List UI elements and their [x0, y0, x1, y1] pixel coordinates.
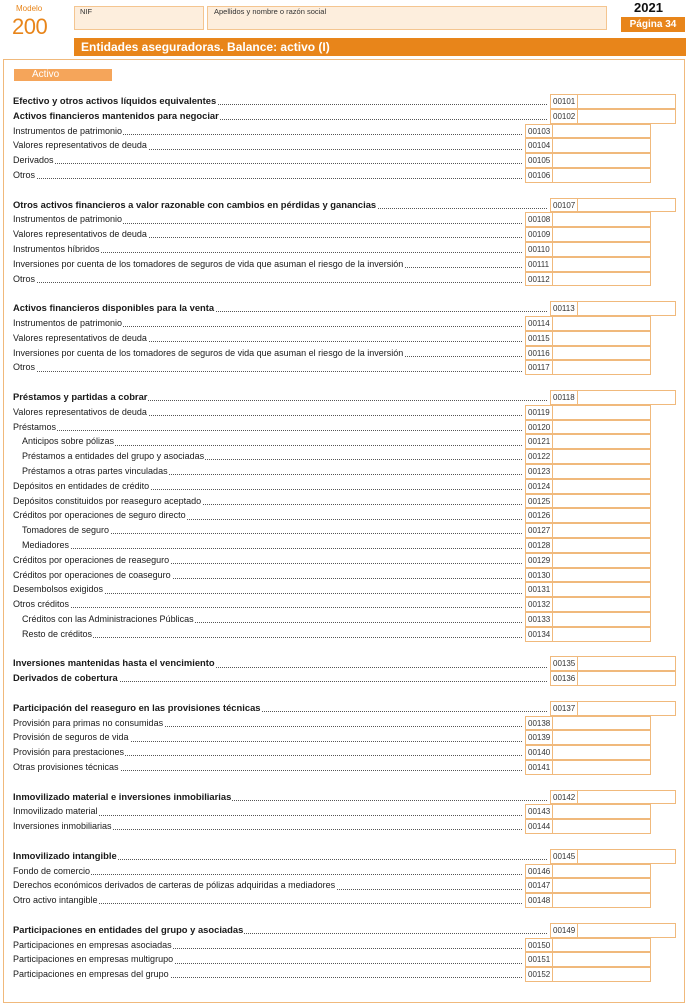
form-row [0, 893, 687, 908]
row-label-text: Activos financieros mantenidos para negociar [13, 109, 219, 121]
row-label-text: Instrumentos de patrimonio [13, 125, 123, 136]
form-row [0, 701, 687, 716]
page-badge: Página 34 [621, 17, 685, 32]
form-row [0, 597, 687, 612]
form-row [0, 819, 687, 834]
row-label [13, 938, 522, 953]
amount-field-00147[interactable] [552, 878, 651, 893]
form-row [0, 346, 687, 361]
row-code: 00132 [525, 597, 552, 612]
amount-field-00109[interactable] [552, 227, 651, 242]
amount-field-00114[interactable] [552, 316, 651, 331]
form-row [0, 627, 687, 642]
amount-field-00132[interactable] [552, 597, 651, 612]
row-label [13, 405, 522, 420]
amount-field-00113[interactable] [577, 301, 676, 316]
form-row [0, 553, 687, 568]
row-code: 00151 [525, 952, 552, 967]
form-row [0, 656, 687, 671]
row-code: 00124 [525, 479, 552, 494]
row-code: 00149 [550, 923, 577, 938]
row-code: 00120 [525, 420, 552, 435]
form-row [0, 938, 687, 953]
row-code: 00116 [525, 346, 552, 361]
amount-field-00125[interactable] [552, 494, 651, 509]
row-label-text: Inversiones por cuenta de los tomadores de seguros de vida que asuman el riesgo de la inversión [13, 258, 404, 269]
row-label-text: Préstamos a otras partes vinculadas [22, 466, 168, 476]
row-label-text: Participaciones en empresas multigrupo [13, 954, 174, 965]
form-row [0, 94, 687, 109]
row-code: 00141 [525, 760, 552, 775]
amount-field-00144[interactable] [552, 819, 651, 834]
row-label [13, 582, 522, 597]
row-label-text: Otros créditos [13, 599, 70, 610]
form-row [0, 730, 687, 745]
amount-field-00146[interactable] [552, 864, 651, 879]
row-label [13, 878, 522, 893]
row-label-text: Tomadores de seguro [22, 525, 110, 536]
amount-field-00138[interactable] [552, 716, 651, 731]
row-label [13, 360, 522, 375]
form-row [0, 331, 687, 346]
row-label [22, 434, 522, 449]
row-label-text: Activos financieros disponibles para la venta [13, 302, 215, 314]
amount-field-00127[interactable] [552, 523, 651, 538]
row-code: 00139 [525, 730, 552, 745]
row-label [22, 449, 522, 464]
form-row [0, 716, 687, 731]
row-code: 00148 [525, 893, 552, 908]
row-code: 00130 [525, 568, 552, 583]
amount-field-00105[interactable] [552, 153, 651, 168]
row-label [13, 390, 547, 405]
row-label [13, 212, 522, 227]
form-row [0, 479, 687, 494]
year-label: 2021 [634, 0, 663, 15]
modelo-number: 200 [12, 14, 48, 39]
row-code: 00106 [525, 168, 552, 183]
form-row [0, 582, 687, 597]
form-row [0, 168, 687, 183]
row-label-text: Préstamos a entidades del grupo y asociadas [22, 451, 205, 462]
amount-field-00126[interactable] [552, 508, 651, 523]
row-label [13, 730, 522, 745]
row-label [13, 952, 522, 967]
row-label [13, 257, 522, 272]
row-code: 00131 [525, 582, 552, 597]
form-row [0, 568, 687, 583]
row-label-text: Anticipos sobre pólizas [22, 436, 115, 447]
row-label-text: Derechos económicos derivados de carteras de pólizas adquiridas a mediadores [13, 880, 336, 891]
row-label-text: Provisión para prestaciones [13, 747, 125, 758]
row-code: 00111 [525, 257, 552, 272]
form-row [0, 967, 687, 982]
row-label [13, 94, 547, 109]
row-code: 00133 [525, 612, 552, 627]
row-code: 00119 [525, 405, 552, 420]
form-row [0, 242, 687, 257]
row-label [13, 864, 522, 879]
row-code: 00152 [525, 967, 552, 982]
amount-field-00122[interactable] [552, 449, 651, 464]
row-label-text: Depósitos en entidades de crédito [13, 480, 150, 491]
amount-field-00111[interactable] [552, 257, 651, 272]
amount-field-00149[interactable] [577, 923, 676, 938]
form-row [0, 212, 687, 227]
form-row [0, 790, 687, 805]
row-label-text: Otros [13, 170, 36, 180]
row-label [13, 494, 522, 509]
row-label [22, 538, 522, 553]
row-label [13, 346, 522, 361]
row-code: 00123 [525, 464, 552, 479]
row-label [22, 464, 522, 479]
form-row [0, 138, 687, 153]
row-label [13, 967, 522, 982]
row-label-text: Créditos por operaciones de reaseguro [13, 554, 170, 565]
row-label [13, 301, 547, 316]
name-label: Apellidos y nombre o razón social [214, 7, 327, 16]
row-label-text: Inmovilizado intangible [13, 849, 117, 861]
row-label-text: Derivados de cobertura [13, 672, 118, 684]
row-code: 00105 [525, 153, 552, 168]
row-code: 00138 [525, 716, 552, 731]
form-row [0, 227, 687, 242]
row-label-text: Inversiones mantenidas hasta el vencimiento [13, 657, 215, 669]
row-code: 00110 [525, 242, 552, 257]
row-label-text: Participaciones en empresas del grupo [13, 969, 169, 980]
row-label-text: Provisión para primas no consumidas [13, 717, 164, 728]
form-row [0, 952, 687, 967]
row-label-text: Participaciones en entidades del grupo y asociadas [13, 923, 244, 935]
form-row [0, 360, 687, 375]
row-label [13, 745, 522, 760]
amount-field-00134[interactable] [552, 627, 651, 642]
row-label [13, 553, 522, 568]
amount-field-00104[interactable] [552, 138, 651, 153]
row-label-text: Créditos por operaciones de seguro directo [13, 510, 186, 521]
amount-field-00148[interactable] [552, 893, 651, 908]
row-label-text: Resto de créditos [22, 628, 93, 639]
row-code: 00121 [525, 434, 552, 449]
row-label-text: Inmovilizado material [13, 806, 98, 817]
amount-field-00129[interactable] [552, 553, 651, 568]
row-label-text: Otros [13, 362, 36, 373]
row-label-text: Instrumentos de patrimonio [13, 318, 123, 328]
row-label-text: Provisión de seguros de vida [13, 732, 129, 743]
row-label-text: Valores representativos de deuda [13, 140, 147, 151]
row-label-text: Créditos por operaciones de coaseguro [13, 569, 171, 580]
row-label [13, 124, 522, 139]
amount-field-00118[interactable] [577, 390, 676, 405]
row-label [13, 893, 522, 908]
amount-field-00140[interactable] [552, 745, 651, 760]
row-label [13, 671, 547, 686]
row-label-text: Otro activo intangible [13, 895, 98, 906]
page-title: Entidades aseguradoras. Balance: activo (I) [74, 38, 686, 56]
row-label-text: Inmovilizado material e inversiones inmobiliarias [13, 790, 232, 802]
row-code: 00118 [550, 390, 577, 405]
amount-field-00139[interactable] [552, 730, 651, 745]
row-label [13, 923, 547, 938]
row-code: 00122 [525, 449, 552, 464]
row-label-text: Depósitos constituidos por reaseguro aceptado [13, 495, 202, 506]
amount-field-00121[interactable] [552, 434, 651, 449]
amount-field-00143[interactable] [552, 804, 651, 819]
row-code: 00108 [525, 212, 552, 227]
form-row [0, 508, 687, 523]
form-row [0, 464, 687, 479]
amount-field-00151[interactable] [552, 952, 651, 967]
form-row [0, 153, 687, 168]
row-label [13, 597, 522, 612]
amount-field-00152[interactable] [552, 967, 651, 982]
form-row [0, 878, 687, 893]
row-code: 00101 [550, 94, 577, 109]
row-label [22, 523, 522, 538]
row-label-text: Fondo de comercio [13, 865, 91, 876]
row-label [13, 153, 522, 168]
row-code: 00135 [550, 656, 577, 671]
row-label [13, 168, 522, 183]
row-label-text: Participaciones en empresas asociadas [13, 939, 172, 950]
row-code: 00143 [525, 804, 552, 819]
row-label [13, 760, 522, 775]
form-row [0, 494, 687, 509]
row-label-text: Otras provisiones técnicas [13, 762, 119, 772]
nif-label: NIF [80, 7, 93, 16]
row-label-text: Instrumentos de patrimonio [13, 214, 123, 225]
row-label-text: Inversiones por cuenta de los tomadores de seguros de vida que asuman el riesgo de la inversión [13, 347, 404, 358]
row-code: 00137 [550, 701, 577, 716]
row-code: 00144 [525, 819, 552, 834]
row-label-text: Desembolsos exigidos [13, 584, 104, 595]
form-row [0, 864, 687, 879]
row-label [13, 508, 522, 523]
row-label-text: Efectivo y otros activos líquidos equivalentes [13, 95, 217, 106]
row-code: 00146 [525, 864, 552, 879]
row-label [13, 656, 547, 671]
row-label-text: Préstamos y partidas a cobrar [13, 391, 148, 402]
row-code: 00126 [525, 508, 552, 523]
row-label [13, 819, 522, 834]
form-row [0, 434, 687, 449]
row-code: 00112 [525, 272, 552, 287]
amount-field-00131[interactable] [552, 582, 651, 597]
form-row [0, 523, 687, 538]
row-label-text: Valores representativos de deuda [13, 332, 147, 343]
row-label-text: Inversiones inmobiliarias [13, 821, 112, 832]
form-row [0, 109, 687, 124]
row-label-text: Derivados [13, 155, 54, 166]
form-row [0, 671, 687, 686]
row-label [13, 849, 547, 864]
row-label [13, 568, 522, 583]
row-label [13, 701, 547, 716]
form-row [0, 449, 687, 464]
form-row [0, 405, 687, 420]
row-label [13, 242, 522, 257]
amount-field-00133[interactable] [552, 612, 651, 627]
row-code: 00107 [550, 198, 577, 213]
amount-field-00142[interactable] [577, 790, 676, 805]
amount-field-00106[interactable] [552, 168, 651, 183]
section-tag: Activo [14, 69, 112, 81]
amount-field-00119[interactable] [552, 405, 651, 420]
row-label-text: Créditos con las Administraciones Públicas [22, 614, 194, 624]
amount-field-00145[interactable] [577, 849, 676, 864]
amount-field-00103[interactable] [552, 124, 651, 139]
row-code: 00127 [525, 523, 552, 538]
row-label [22, 612, 522, 627]
row-label [13, 198, 547, 213]
row-code: 00134 [525, 627, 552, 642]
row-label [13, 109, 547, 124]
row-code: 00125 [525, 494, 552, 509]
form-row [0, 538, 687, 553]
row-label-text: Instrumentos híbridos [13, 244, 100, 254]
form-row [0, 316, 687, 331]
row-code: 00145 [550, 849, 577, 864]
amount-field-00150[interactable] [552, 938, 651, 953]
row-label [22, 627, 522, 642]
amount-field-00102[interactable] [577, 109, 676, 124]
row-label [13, 316, 522, 331]
form-row [0, 272, 687, 287]
row-label-text: Otros activos financieros a valor razonable con cambios en pérdidas y ganancias [13, 198, 377, 210]
row-code: 00109 [525, 227, 552, 242]
row-code: 00102 [550, 109, 577, 124]
modelo-label: Modelo [16, 4, 43, 13]
amount-field-00101[interactable] [577, 94, 676, 109]
row-label [13, 272, 522, 287]
row-label-text: Participación del reaseguro en las provisiones técnicas [13, 701, 261, 713]
amount-field-00130[interactable] [552, 568, 651, 583]
amount-field-00141[interactable] [552, 760, 651, 775]
amount-field-00116[interactable] [552, 346, 651, 361]
row-label [13, 716, 522, 731]
row-label [13, 227, 522, 242]
form-row [0, 804, 687, 819]
row-code: 00113 [550, 301, 577, 316]
row-label-text: Préstamos [13, 421, 57, 432]
form-row [0, 390, 687, 405]
form-row [0, 124, 687, 139]
amount-field-00110[interactable] [552, 242, 651, 257]
row-label-text: Otros [13, 273, 36, 284]
row-code: 00115 [525, 331, 552, 346]
amount-field-00115[interactable] [552, 331, 651, 346]
row-code: 00114 [525, 316, 552, 331]
form-row [0, 612, 687, 627]
row-label [13, 804, 522, 819]
row-code: 00129 [525, 553, 552, 568]
amount-field-00120[interactable] [552, 420, 651, 435]
form-row [0, 420, 687, 435]
row-code: 00104 [525, 138, 552, 153]
row-code: 00150 [525, 938, 552, 953]
nif-field[interactable] [74, 6, 204, 30]
form-row [0, 745, 687, 760]
row-label [13, 790, 547, 805]
form-row [0, 198, 687, 213]
row-code: 00142 [550, 790, 577, 805]
amount-field-00135[interactable] [577, 656, 676, 671]
row-code: 00128 [525, 538, 552, 553]
amount-field-00137[interactable] [577, 701, 676, 716]
row-label-text: Mediadores [22, 540, 70, 550]
amount-field-00108[interactable] [552, 212, 651, 227]
row-code: 00147 [525, 878, 552, 893]
form-row [0, 257, 687, 272]
amount-field-00112[interactable] [552, 272, 651, 287]
row-label [13, 331, 522, 346]
amount-field-00124[interactable] [552, 479, 651, 494]
row-code: 00117 [525, 360, 552, 375]
form-row [0, 849, 687, 864]
form-row [0, 760, 687, 775]
amount-field-00128[interactable] [552, 538, 651, 553]
form-row [0, 301, 687, 316]
row-code: 00136 [550, 671, 577, 686]
row-label [13, 420, 522, 435]
row-code: 00140 [525, 745, 552, 760]
amount-field-00123[interactable] [552, 464, 651, 479]
row-label [13, 479, 522, 494]
row-label-text: Valores representativos de deuda [13, 406, 147, 417]
amount-field-00136[interactable] [577, 671, 676, 686]
amount-field-00107[interactable] [577, 198, 676, 213]
row-label-text: Valores representativos de deuda [13, 229, 147, 240]
row-code: 00103 [525, 124, 552, 139]
row-label [13, 138, 522, 153]
form-row [0, 923, 687, 938]
amount-field-00117[interactable] [552, 360, 651, 375]
